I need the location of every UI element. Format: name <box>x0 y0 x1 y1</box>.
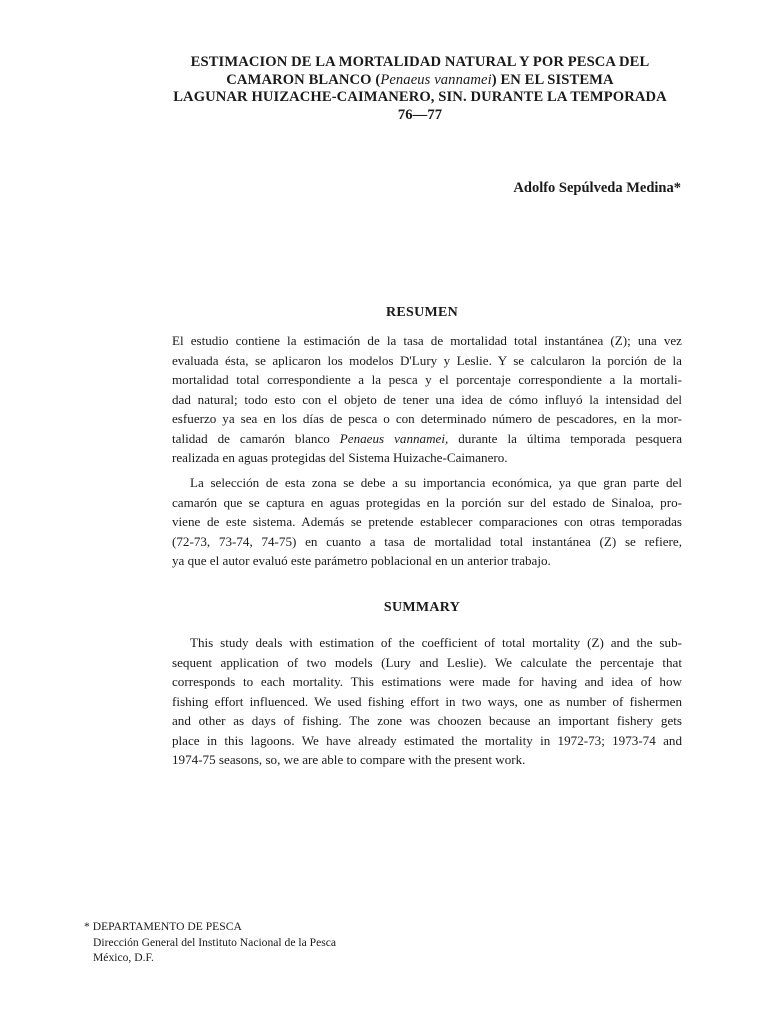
text-line: This study deals with estimation of the coefficient of total mortality (Z) and the sub- <box>190 635 682 650</box>
species-name: Penaeus vannamei <box>380 71 492 88</box>
author-affiliation-footnote <box>84 919 336 966</box>
footnote-line-2: Dirección General del Instituto Nacional de la Pesca <box>93 935 337 949</box>
text-line: La selección de esta zona se debe a su importancia económica, ya que gran parte del <box>190 475 682 490</box>
summary-paragraph <box>172 633 682 770</box>
text-line: evaluada ésta, se aplicaron los modelos D'Lury y Leslie. Y se calcularon la porción de la <box>172 352 682 368</box>
text-line: dad natural; todo esto con el objeto de tener una idea de cómo influyó la intensidad del <box>172 391 682 407</box>
text-line: corresponds to each mortality. This estimations were made for having and idea of how <box>172 674 682 689</box>
species-name: Penaeus vannamei, <box>339 430 449 446</box>
author-name: Adolfo Sepúlveda Medina* <box>513 180 681 196</box>
text-line: ya que el autor evaluó este parámetro poblacional en un anterior trabajo. <box>172 553 551 568</box>
text-line: and other as days of fishing. The zone was choozen because an important fishery gets <box>172 713 682 728</box>
title-line-1: ESTIMACION DE LA MORTALIDAD NATURAL Y POR PESCA DEL <box>190 54 650 70</box>
title-line-3: LAGUNAR HUIZACHE-CAIMANERO, SIN. DURANTE LA TEMPORADA <box>173 89 667 105</box>
text-line: talidad de camarón blanco Penaeus vannamei, durante la última temporada pesquera <box>172 430 683 446</box>
resumen-paragraph-2 <box>172 473 682 571</box>
paper-title <box>170 54 670 124</box>
text-line: viene de este sistema. Además se pretende establecer comparaciones con otras temporadas <box>172 514 682 529</box>
text-line: sequent application of two models (Lury and Leslie). We calculate the percentaje that <box>172 654 682 670</box>
footnote-line-1: * DEPARTAMENTO DE PESCA <box>84 920 242 933</box>
title-line-2: CAMARON BLANCO (Penaeus vannamei) EN EL SISTEMA <box>226 71 614 88</box>
text-line: realizada en aguas protegidas del Sistema Huizache-Caimanero. <box>172 450 508 465</box>
title-line-4: 76—77 <box>397 106 443 123</box>
resumen-paragraph-1 <box>172 331 682 468</box>
text-line: 1974-75 seasons, so, we are able to compare with the present work. <box>172 752 526 767</box>
text-line: mortalidad total correspondiente a la pesca y el porcentaje correspondiente a la mortali- <box>172 372 682 387</box>
text-line: fishing effort influenced. We used fishing effort in two ways, one as number of fishermen <box>172 693 682 709</box>
text-line: camarón que se captura en aguas protegidas en la porción sur del estado de Sinaloa, pro- <box>172 494 682 510</box>
text-line: esfuerzo ya sea en los días de pesca o con determinado número de pescadores, en la mor- <box>172 411 682 426</box>
resumen-heading: RESUMEN <box>385 305 459 320</box>
text-line: place in this lagoons. We have already estimated the mortality in 1972-73; 1973-74 and <box>172 732 682 748</box>
text-line: (72-73, 73-74, 74-75) en cuanto a tasa de mortalidad total instantánea (Z) se refiere, <box>172 533 682 549</box>
text-line: El estudio contiene la estimación de la tasa de mortalidad total instantánea (Z); una vez <box>172 333 682 348</box>
footnote-line-3: México, D.F. <box>93 951 154 965</box>
summary-heading: SUMMARY <box>383 600 461 615</box>
